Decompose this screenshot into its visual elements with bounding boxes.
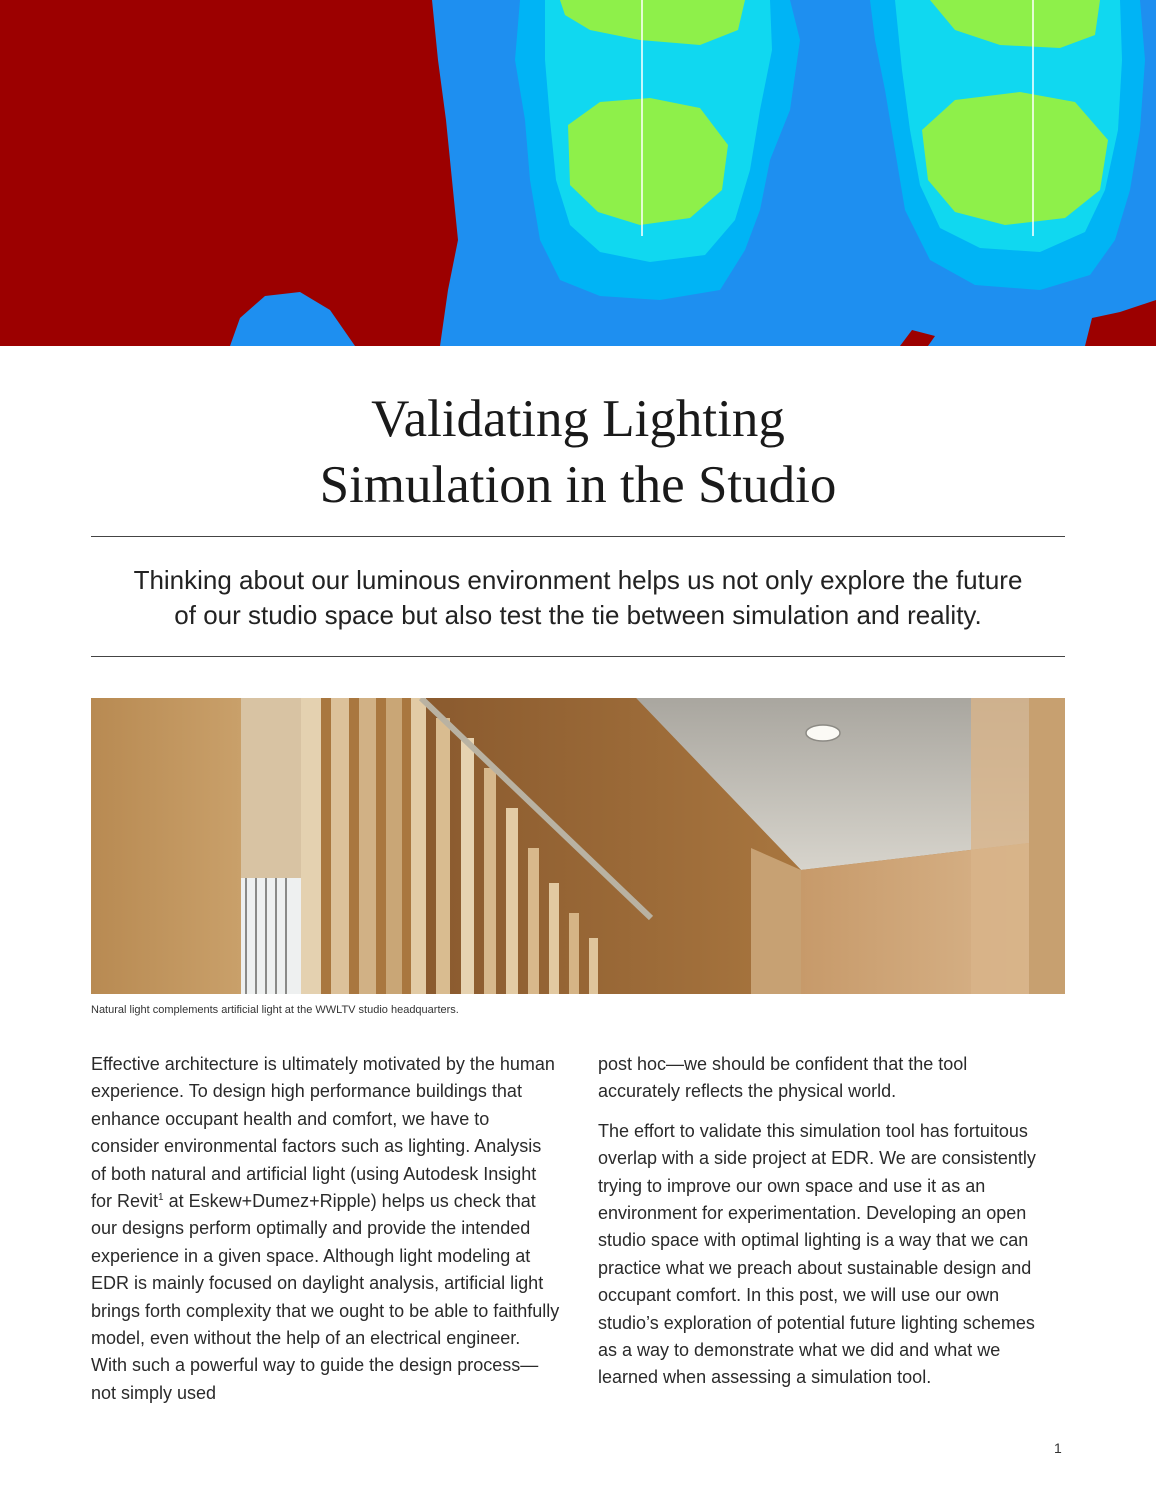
body-column-right	[598, 1051, 1043, 1404]
subtitle-line-1: Thinking about our luminous environment helps us not only explore the future	[133, 565, 1023, 595]
title-line-1: Validating Lighting	[371, 390, 785, 448]
body-paragraph	[91, 1051, 561, 1407]
heatmap-red-region-left	[0, 0, 458, 346]
ceiling-light	[806, 725, 840, 741]
body-text: at Eskew+Dumez+Ripple) helps us check that our designs perform optimally and provide the intended experience in a given space. Although light modeling at EDR is mainly focused on daylight analysis, artificial light brings forth complexity that we ought to be able to faithfully model, even without the help of an electrical engineer. With such a powerful way to guide the design process—not simply used	[91, 1191, 560, 1403]
studio-interior-photo	[91, 698, 1065, 994]
body-paragraph: post hoc—we should be confident that the tool accurately reflects the physical world.	[598, 1054, 968, 1102]
window-opening	[241, 878, 301, 994]
subtitle	[91, 563, 1065, 633]
heatmap-green-region-right	[922, 92, 1108, 225]
title-line-2: Simulation in the Studio	[319, 456, 837, 514]
left-panel	[91, 698, 241, 994]
divider-top	[91, 536, 1065, 537]
divider-bottom	[91, 656, 1065, 657]
body-column-left	[91, 1051, 561, 1419]
photo-caption: Natural light complements artificial light at the WWLTV studio headquarters.	[91, 1004, 459, 1016]
page-title	[0, 386, 1156, 518]
subtitle-line-2: of our studio space but also test the tie between simulation and reality.	[174, 600, 982, 630]
body-text: Effective architecture is ultimately motivated by the human experience. To design high performance buildings that enhance occupant health and comfort, we have to consider environmental factors such as lighting. Analysis of both natural and artificial light (using Autodesk Insight for Revit	[91, 1054, 555, 1212]
page-number: 1	[1054, 1440, 1062, 1456]
body-paragraph: The effort to validate this simulation tool has fortuitous overlap with a side project at EDR. We are consistently trying to improve our own space and use it as an environment for experimentation. Developing an open studio space with optimal lighting is a way that we can practice what we preach about sustainable design and occupant comfort. In this post, we will use our own studio’s exploration of potential future lighting schemes as a way to demonstrate what we did and what we learned when assessing a simulation tool.	[598, 1120, 1036, 1388]
lighting-simulation-heatmap	[0, 0, 1156, 346]
footnote-ref[interactable]: 1	[158, 1192, 164, 1204]
